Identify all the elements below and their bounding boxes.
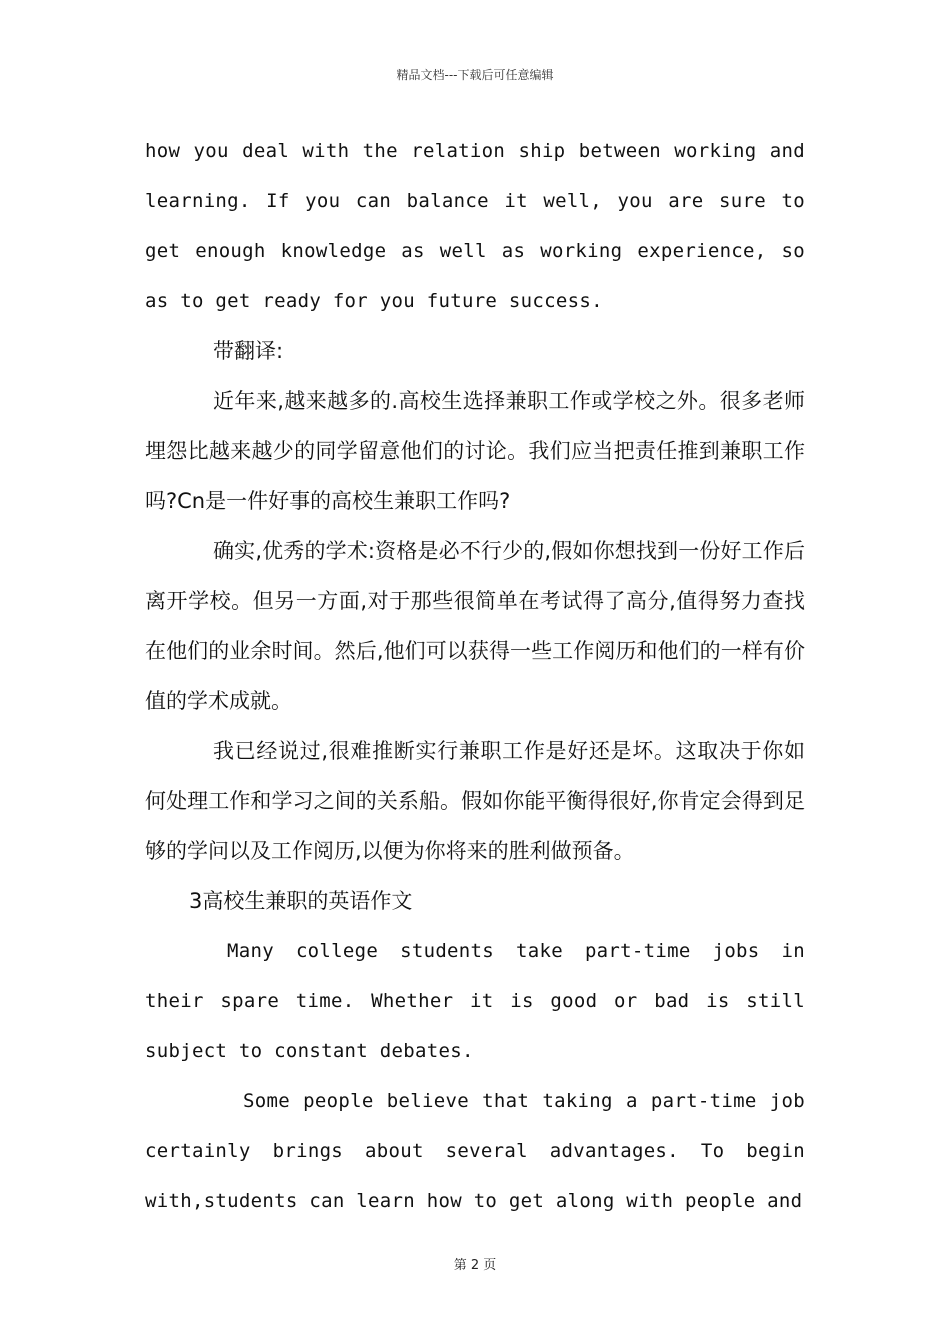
document-body [145, 126, 805, 1226]
paragraph-chinese-1: 近年来,越来越多的.高校生选择兼职工作或学校之外。很多老师埋怨比越来越少的同学留意他们的讨论。我们应当把责任推到兼职工作吗?Cn是一件好事的高校生兼职工作吗? [145, 389, 805, 513]
paragraph-english-3: Some people believe that taking a part-time job certainly brings about several advantages. To begin with,students can learn how to get along with people and [145, 1090, 805, 1212]
paragraph-english-1: how you deal with the relation ship between working and learning. If you can balance it well, you are sure to get enough knowledge as well as working experience, so as to get ready for you future success. [145, 140, 805, 312]
paragraph-chinese-2: 确实,优秀的学术:资格是必不行少的,假如你想找到一份好工作后离开学校。但另一方面,对于那些很简单在考试得了高分,值得努力查找在他们的业余时间。然后,他们可以获得一些工作阅历和他们的一样有价值的学术成就。 [145, 539, 805, 713]
section-heading: 3高校生兼职的英语作文 [189, 889, 413, 913]
paragraph-chinese-3: 我已经说过,很难推断实行兼职工作是好还是坏。这取决于你如何处理工作和学习之间的关系船。假如你能平衡得很好,你肯定会得到足够的学问以及工作阅历,以便为你将来的胜利做预备。 [145, 739, 805, 863]
translation-heading: 带翻译: [213, 339, 284, 363]
page-header: 精品文档---下载后可任意编辑 [396, 68, 554, 82]
page-number: 第 2 页 [453, 1258, 497, 1273]
paragraph-english-2: Many college students take part-time jobs in their spare time. Whether it is good or bad is still subject to constant debates. [145, 940, 805, 1062]
